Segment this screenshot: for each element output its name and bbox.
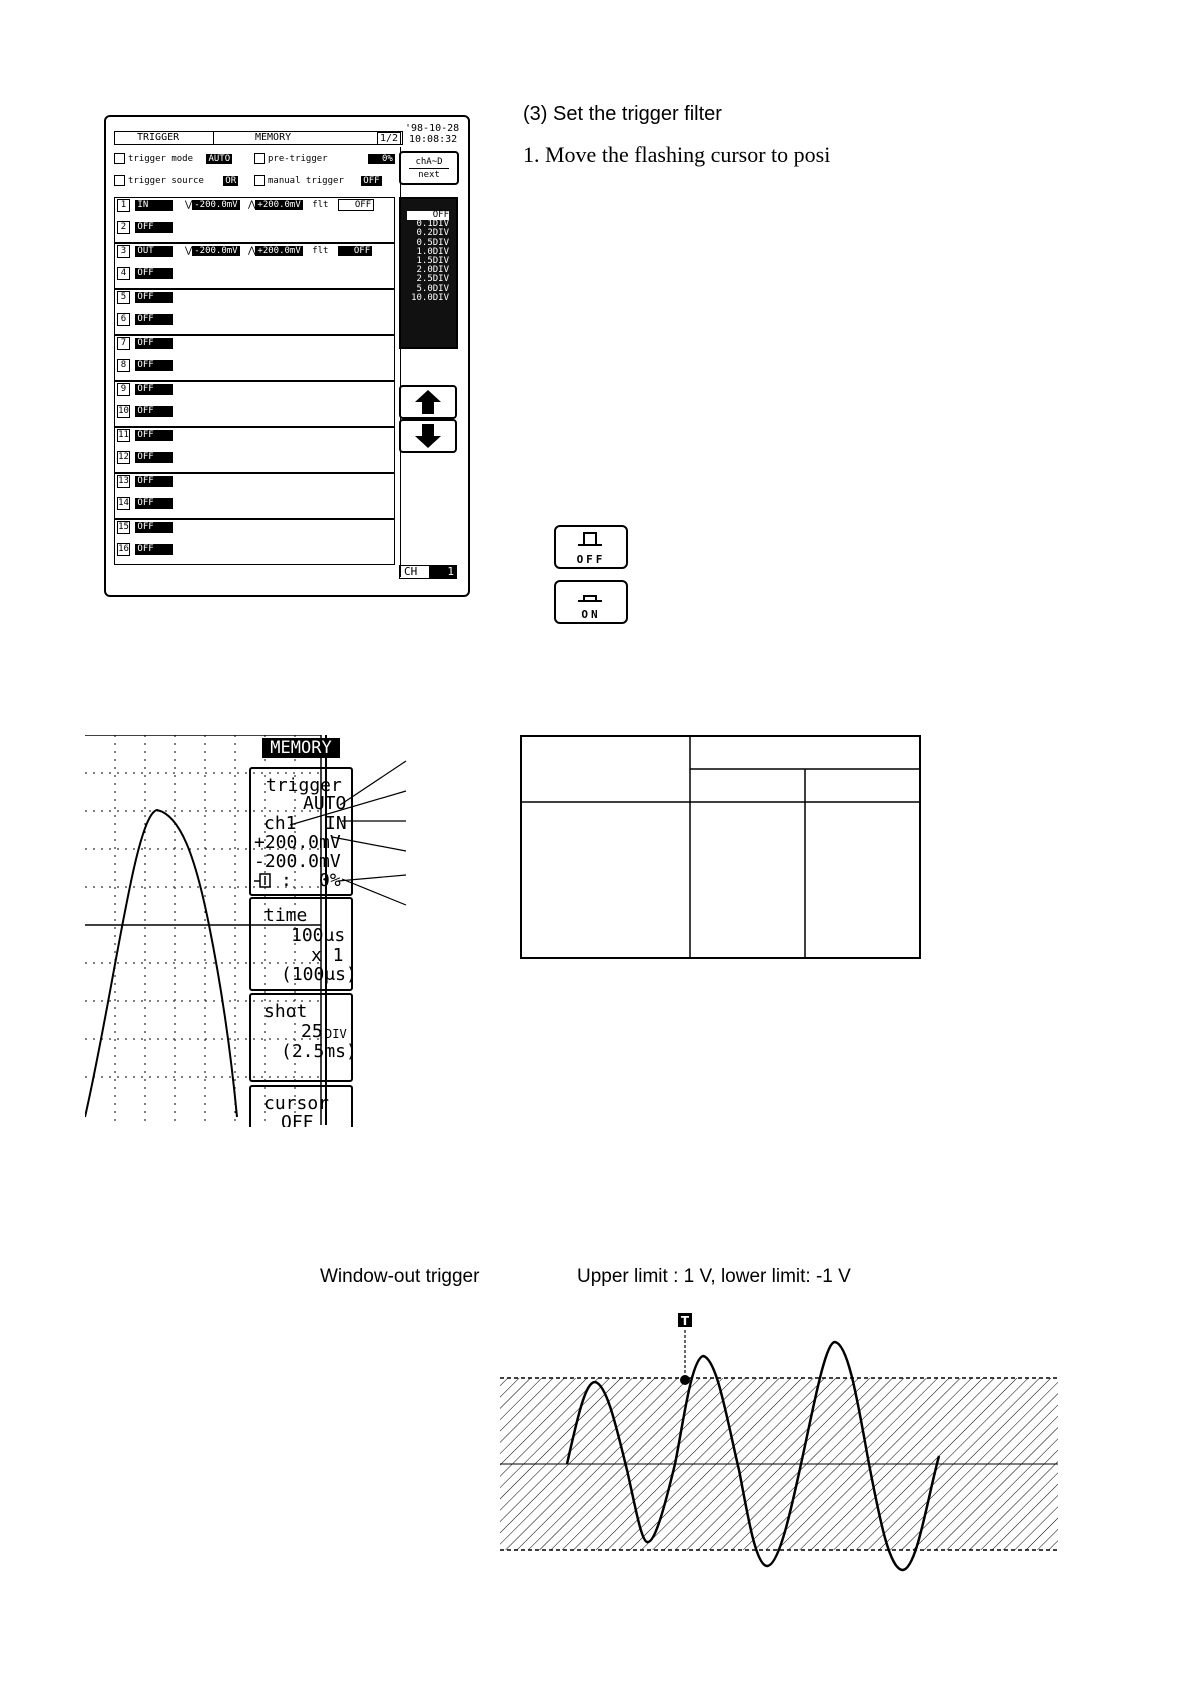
cursor-label: cursor — [264, 1093, 330, 1114]
channel-number: 12 — [118, 452, 129, 462]
channel-row — [117, 475, 173, 488]
tab-memory[interactable]: MEMORY — [255, 132, 292, 143]
trigger-source-value[interactable]: OR — [225, 176, 237, 186]
channel-off[interactable]: OFF — [135, 430, 173, 441]
trigger-label: trigger — [266, 775, 342, 796]
channel-3-lower[interactable]: -200.0mV — [194, 246, 238, 256]
pretrigger-sep: : — [281, 870, 292, 891]
channel-row — [117, 451, 173, 464]
trigger-source-label: trigger source — [128, 176, 204, 186]
channel-group-1-2 — [114, 197, 395, 243]
channel-group-11-12 — [114, 427, 395, 473]
channel-number: 11 — [118, 430, 129, 440]
channel-number: 10 — [118, 406, 129, 416]
filter-option[interactable]: 10.0DIV — [411, 292, 449, 303]
figure-caption-left: Window-out trigger — [320, 1266, 480, 1287]
lower-limit-icon: ⋁ — [184, 246, 193, 256]
cursor-panel[interactable] — [249, 1085, 353, 1127]
key-down-icon — [556, 582, 626, 608]
channel-row — [117, 521, 173, 534]
pre-trigger-value-wrap — [368, 153, 395, 166]
channel-group-13-14 — [114, 473, 395, 519]
filter-option[interactable]: 0.5DIV — [416, 237, 449, 248]
channel-row — [117, 337, 173, 350]
scroll-up-button[interactable] — [399, 385, 457, 419]
channel-row — [117, 543, 173, 556]
channel-number: 15 — [118, 522, 129, 532]
filter-option[interactable]: 0.1DIV — [416, 219, 449, 230]
pre-trigger-value[interactable]: 0% — [368, 154, 395, 164]
channel-2-number: 2 — [117, 221, 130, 234]
manual-trigger-value[interactable]: OFF — [363, 176, 380, 186]
channel-3-flt-label: flt — [312, 246, 329, 256]
lower-limit-value: -200.0mV — [254, 851, 341, 872]
on-key-label: ON — [581, 608, 601, 621]
channel-number: 14 — [118, 498, 129, 508]
time-value: 100μs — [291, 925, 346, 946]
channel-1-lower[interactable]: -200.0mV — [194, 200, 238, 210]
ch1-value: IN — [325, 813, 347, 834]
channel-group-5-6 — [114, 289, 395, 335]
on-key[interactable] — [554, 580, 628, 624]
time-label: time — [264, 905, 308, 926]
arrow-down-icon — [401, 421, 455, 451]
channel-off[interactable]: OFF — [135, 384, 173, 395]
channel-3-kind[interactable]: OUT — [135, 246, 173, 257]
channel-number: 9 — [117, 383, 130, 396]
channel-3-upper[interactable]: +200.0mV — [257, 246, 301, 256]
filter-option[interactable]: 0.2DIV — [416, 228, 449, 239]
manual-trigger-label: manual trigger — [268, 176, 344, 186]
trigger-value: AUTO — [303, 793, 347, 814]
figure-caption-right: Upper limit : 1 V, lower limit: -1 V — [577, 1266, 851, 1287]
trigger-header — [114, 131, 403, 145]
trigger-mode-checkbox[interactable] — [114, 153, 125, 164]
filter-option[interactable]: 1.5DIV — [416, 256, 449, 267]
channel-row — [117, 291, 173, 304]
date-readout: '98-10-28 — [405, 123, 460, 134]
channel-1-flt-value[interactable]: OFF — [338, 199, 374, 211]
channel-off[interactable]: OFF — [135, 338, 173, 349]
filter-option[interactable]: OFF — [407, 211, 449, 220]
trigger-settings-screen — [104, 115, 470, 597]
channel-number: 6 — [117, 313, 130, 326]
channel-group-15-16 — [114, 519, 395, 565]
pre-trigger-row — [254, 153, 328, 166]
off-key[interactable] — [554, 525, 628, 569]
trigger-source-row — [114, 175, 238, 188]
trigger-mode-value[interactable]: AUTO — [208, 154, 231, 164]
ch-value: 1 — [429, 566, 456, 578]
filter-option[interactable]: 1.0DIV — [416, 246, 449, 257]
trigger-source-checkbox[interactable] — [114, 175, 125, 186]
channel-row — [117, 313, 173, 326]
channel-1-upper[interactable]: +200.0mV — [257, 200, 301, 210]
channel-4-number: 4 — [117, 267, 130, 280]
channel-off[interactable]: OFF — [135, 522, 173, 533]
pre-trigger-label: pre-trigger — [268, 154, 328, 164]
upper-limit-icon: ⋀ — [248, 246, 256, 256]
ch-label: CH — [404, 565, 418, 578]
channel-off[interactable]: OFF — [135, 406, 173, 417]
page-indicator: 1/2 — [377, 132, 401, 145]
shot-value: 25 — [301, 1021, 323, 1042]
filter-option[interactable]: 5.0DIV — [416, 283, 449, 294]
shot-unit: DIV — [325, 1027, 347, 1041]
time-total: (100μs) — [281, 964, 357, 985]
filter-option[interactable]: 2.5DIV — [416, 274, 449, 285]
next-label: next — [409, 168, 449, 181]
channel-off[interactable]: OFF — [135, 498, 173, 509]
pre-trigger-checkbox[interactable] — [254, 153, 265, 164]
pretrigger-value: 0% — [319, 870, 341, 891]
channel-1-kind[interactable]: IN — [135, 200, 173, 211]
filter-option[interactable]: 2.0DIV — [416, 265, 449, 276]
chA-D-label: chA~D — [415, 157, 443, 167]
channel-4-row — [117, 267, 173, 280]
channel-row — [117, 359, 173, 372]
channel-row — [117, 405, 173, 418]
cursor-value: OFF — [281, 1112, 314, 1127]
channel-off[interactable]: OFF — [135, 360, 173, 371]
chA-D-next-button[interactable] — [399, 151, 459, 185]
channel-group-9-10 — [114, 381, 395, 427]
upper-limit-icon: ⋀ — [248, 200, 256, 210]
arrow-up-icon — [401, 387, 455, 417]
manual-trigger-row — [254, 175, 382, 188]
channel-4-off[interactable]: OFF — [135, 268, 173, 279]
channel-1-flt-label: flt — [312, 200, 329, 210]
channel-3-row — [117, 245, 372, 258]
tab-trigger[interactable]: TRIGGER — [137, 132, 180, 143]
channel-2-off[interactable]: OFF — [135, 222, 173, 233]
channel-off[interactable]: OFF — [135, 544, 173, 555]
shot-panel[interactable] — [249, 993, 357, 1082]
channel-off[interactable]: OFF — [135, 292, 173, 303]
key-up-icon — [556, 527, 626, 553]
channel-2-row — [117, 221, 173, 234]
channel-off[interactable]: OFF — [135, 452, 173, 463]
trigger-marker-label: T — [680, 1314, 690, 1328]
memory-title: MEMORY — [262, 738, 340, 758]
settings-table — [520, 735, 922, 960]
channel-number: 5 — [117, 291, 130, 304]
channel-group-3-4 — [114, 243, 395, 289]
channel-off[interactable]: OFF — [135, 314, 173, 325]
channel-off[interactable]: OFF — [135, 476, 173, 487]
window-out-trigger-figure — [495, 1300, 1065, 1580]
step-1-text: 1. Move the flashing cursor to posi — [523, 142, 831, 167]
off-key-label: OFF — [576, 553, 606, 566]
channel-row — [117, 497, 173, 510]
filter-options-list — [399, 197, 458, 349]
channel-number: 13 — [118, 476, 129, 486]
ch1-label: ch1 — [264, 813, 297, 834]
channel-group-7-8 — [114, 335, 395, 381]
channel-indicator — [399, 565, 457, 579]
shot-label: shot — [264, 1001, 308, 1022]
manual-trigger-checkbox[interactable] — [254, 175, 265, 186]
channel-number: 7 — [117, 337, 130, 350]
upper-limit-value: +200.0mV — [254, 832, 341, 853]
section-heading: (3) Set the trigger filter — [523, 103, 722, 125]
channel-3-number: 3 — [117, 245, 130, 258]
trigger-mode-label: trigger mode — [128, 154, 194, 164]
scroll-down-button[interactable] — [399, 419, 457, 453]
channel-1-row — [117, 199, 374, 212]
leader-lines — [270, 755, 420, 915]
channel-number: 16 — [118, 544, 129, 554]
channel-1-number: 1 — [117, 199, 130, 212]
channel-3-flt-value[interactable]: OFF — [338, 246, 372, 256]
time-readout: 10:08:32 — [409, 134, 458, 145]
channel-number: 8 — [117, 359, 130, 372]
channel-row — [117, 383, 173, 396]
shot-time: (2.5ms) — [281, 1041, 357, 1062]
time-multiplier: x 1 — [311, 945, 344, 966]
channel-row — [117, 429, 173, 442]
lower-limit-icon: ⋁ — [184, 200, 193, 210]
trigger-mode-row — [114, 153, 232, 166]
